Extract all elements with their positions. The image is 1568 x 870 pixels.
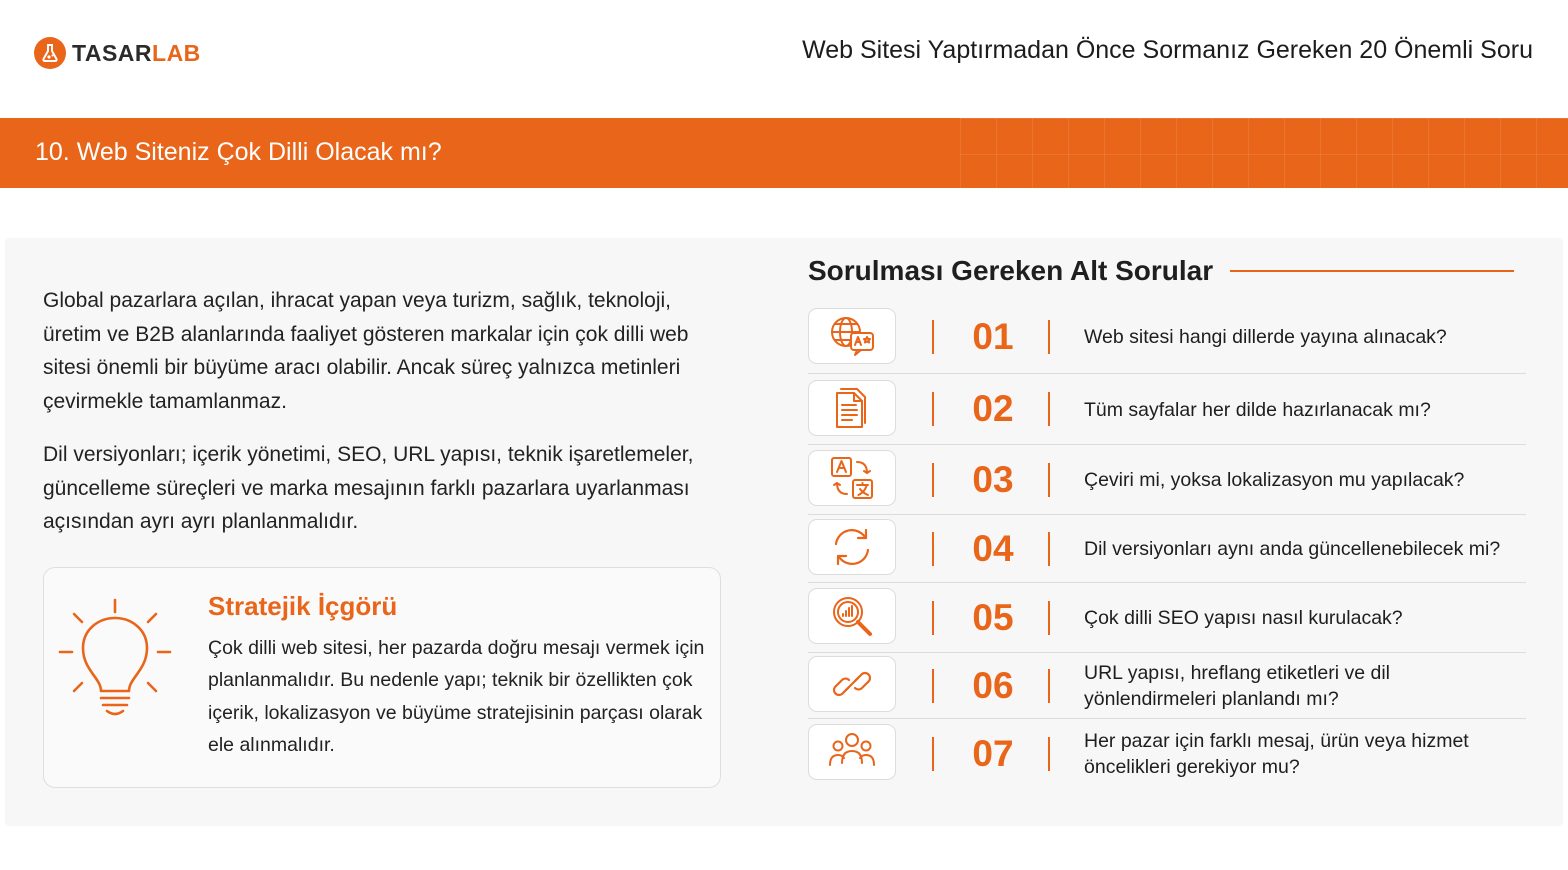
title-rule: [1230, 270, 1514, 272]
page-heading: Web Sitesi Yaptırmadan Önce Sormanız Gereken 20 Önemli Soru: [802, 36, 1533, 64]
audience-icon: [808, 724, 896, 780]
flask-logo-icon: [34, 37, 66, 69]
intro-paragraph-1: Global pazarlara açılan, ihracat yapan veya turizm, sağlık, teknoloji, üretim ve B2B alanlarında faaliyet gösteren markalar için çok dilli web sitesi önemli bir büyüme aracı olabilir. Ancak süreç yalnızca metinleri çevirmekle tamamlanmaz.: [43, 289, 689, 413]
divider-bar: [1048, 601, 1050, 635]
divider-bar: [932, 601, 934, 635]
question-number: 01: [972, 316, 1014, 357]
question-number: 02: [972, 388, 1014, 429]
insight-card: [43, 567, 721, 788]
divider-bar: [932, 463, 934, 497]
question-number: 07: [972, 733, 1014, 774]
question-text: Her pazar için farklı mesaj, ürün veya hizmet öncelikleri gerekiyor mu?: [1084, 730, 1469, 778]
row-divider: [808, 514, 1526, 515]
section-banner: [0, 118, 1568, 188]
banner-grid-pattern: [960, 118, 1568, 188]
row-divider: [808, 444, 1526, 445]
divider-bar: [932, 737, 934, 771]
brand-logo[interactable]: [34, 37, 201, 69]
question-number: 04: [972, 528, 1014, 569]
link-icon: [808, 656, 896, 712]
question-text: URL yapısı, hreflang etiketleri ve dil yönlendirmeleri planlandı mı?: [1084, 662, 1391, 710]
lightbulb-icon: [57, 590, 187, 730]
question-number: 06: [972, 665, 1014, 706]
divider-bar: [1048, 463, 1050, 497]
seo-search-icon: [808, 588, 896, 644]
questions-header: [808, 255, 1514, 287]
intro-paragraph-2: Dil versiyonları; içerik yönetimi, SEO, URL yapısı, teknik işaretlemeler, güncelleme süreçleri ve marka mesajının farklı pazarlara uyarlanması açısından ayrı ayrı planlanmalıdır.: [43, 443, 694, 533]
insight-text: Çok dilli web sitesi, her pazarda doğru mesajı vermek için planlanmalıdır. Bu nedenle yapı; teknik bir özellikten çok içerik, lokalizasyon ve büyüme stratejisinin parçası olarak ele alınmalıdır.: [208, 637, 705, 756]
question-text: Dil versiyonları aynı anda güncellenebilecek mi?: [1084, 538, 1501, 560]
question-text: Çeviri mi, yoksa lokalizasyon mu yapılacak?: [1084, 469, 1465, 491]
divider-bar: [932, 669, 934, 703]
banner-title: 10. Web Siteniz Çok Dilli Olacak mı?: [35, 138, 442, 166]
questions-title: Sorulması Gereken Alt Sorular: [808, 255, 1214, 286]
insight-title: Stratejik İçgörü: [208, 591, 398, 621]
translation-icon: [808, 450, 896, 506]
divider-bar: [932, 532, 934, 566]
question-text: Web sitesi hangi dillerde yayına alınacak?: [1084, 326, 1447, 348]
brand-name: TASARLAB: [72, 39, 201, 66]
header: [0, 0, 1568, 118]
question-number: 05: [972, 597, 1014, 638]
divider-bar: [1048, 669, 1050, 703]
divider-bar: [1048, 532, 1050, 566]
question-text: Çok dilli SEO yapısı nasıl kurulacak?: [1084, 607, 1403, 629]
divider-bar: [932, 320, 934, 354]
question-text: Tüm sayfalar her dilde hazırlanacak mı?: [1084, 399, 1431, 421]
refresh-icon: [808, 519, 896, 575]
row-divider: [808, 582, 1526, 583]
divider-bar: [1048, 320, 1050, 354]
row-divider: [808, 718, 1526, 719]
documents-icon: [808, 380, 896, 436]
row-divider: [808, 373, 1526, 374]
divider-bar: [932, 392, 934, 426]
divider-bar: [1048, 737, 1050, 771]
divider-bar: [1048, 392, 1050, 426]
question-number: 03: [972, 459, 1014, 500]
intro-text: [43, 284, 703, 539]
globe-translate-icon: [808, 308, 896, 364]
row-divider: [808, 652, 1526, 653]
